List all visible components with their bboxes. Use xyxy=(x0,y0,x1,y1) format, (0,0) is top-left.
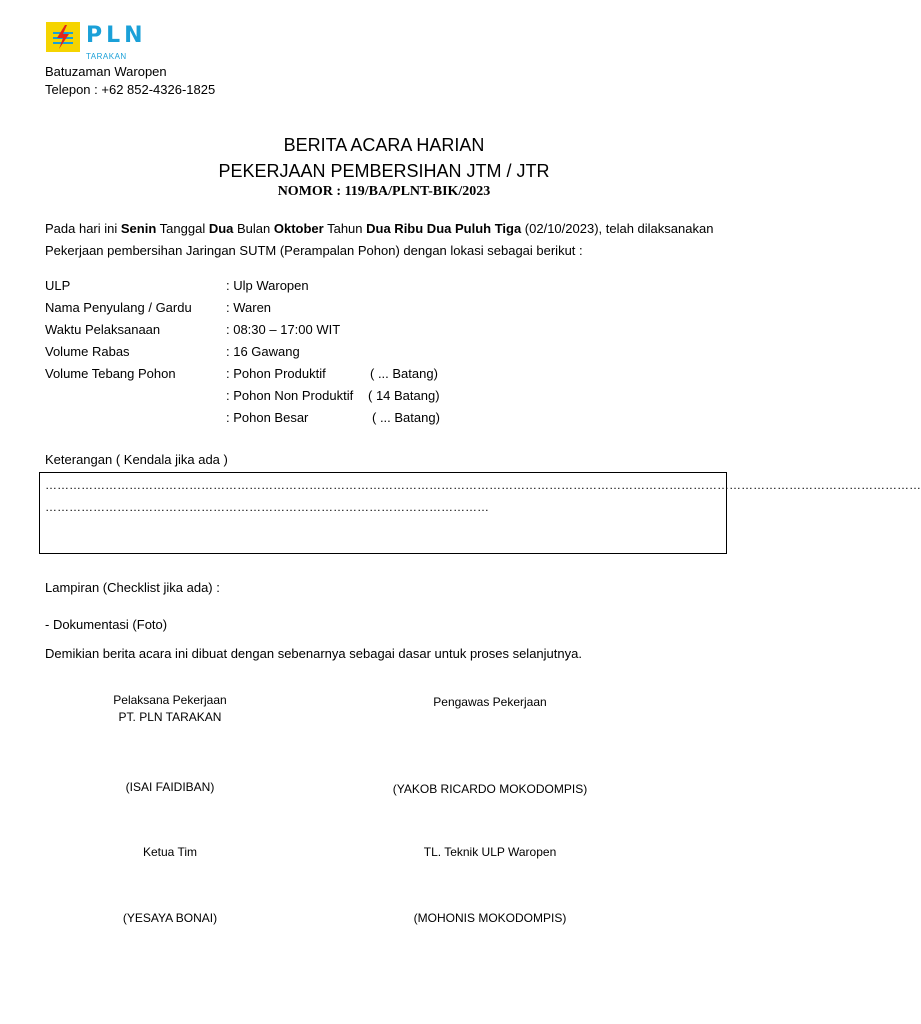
intro-paragraph: Pada hari ini Senin Tanggal Dua Bulan Oktober Tahun Dua Ribu Dua Puluh Tiga (02/10/2023), telah dilaksanakan Pekerjaan pembersihan Jaringan SUTM (Perampalan Pohon) dengan lokasi sebagai berikut : xyxy=(45,221,714,258)
intro-year: Dua Ribu Dua Puluh Tiga xyxy=(366,221,522,236)
field-value-ulp: : Ulp Waropen xyxy=(226,278,309,293)
field-value-penyulang: : Waren xyxy=(226,300,272,315)
lampiran-label: Lampiran (Checklist jika ada) : xyxy=(45,580,220,595)
signature-left-name: (ISAI FAIDIBAN) xyxy=(125,780,215,794)
signature-right-name: (YAKOB RICARDO MOKODOMPIS) xyxy=(392,782,588,796)
field-value-pohon-non-produktif: : Pohon Non Produktif xyxy=(226,388,354,403)
keterangan-line-2: ………………………………………………………………………………………………… xyxy=(45,500,489,514)
signature-left-role: Pelaksana Pekerjaan xyxy=(113,693,227,707)
header-address: Batuzaman Waropen xyxy=(45,64,167,79)
doc-number: NOMOR : 119/BA/PLNT-BIK/2023 xyxy=(277,184,491,199)
field-qty-pohon-besar: ( ... Batang) xyxy=(372,410,440,425)
field-qty-pohon-non-produktif: ( 14 Batang) xyxy=(368,388,440,403)
field-label-waktu: Waktu Pelaksanaan xyxy=(45,322,161,337)
field-qty-pohon-produktif: ( ... Batang) xyxy=(370,366,438,381)
logo-subtitle: TARAKAN xyxy=(86,52,127,61)
intro-date: Dua xyxy=(208,221,234,236)
field-label-penyulang: Nama Penyulang / Gardu xyxy=(45,300,192,315)
intro-day: Senin xyxy=(120,221,157,236)
signature-left2-name: (YESAYA BONAI) xyxy=(122,911,218,925)
field-value-pohon-besar: : Pohon Besar xyxy=(226,410,309,425)
signature-left2-role: Ketua Tim xyxy=(142,845,198,859)
pln-logo-icon xyxy=(46,22,80,52)
signature-right2-role: TL. Teknik ULP Waropen xyxy=(423,845,557,859)
field-value-waktu: : 08:30 – 17:00 WIT xyxy=(226,322,341,337)
lampiran-item: - Dokumentasi (Foto) xyxy=(45,617,168,632)
field-value-rabas: : 16 Gawang xyxy=(226,344,300,359)
field-label-tebang: Volume Tebang Pohon xyxy=(45,366,176,381)
header-phone: Telepon : +62 852-4326-1825 xyxy=(45,82,216,97)
field-label-ulp: ULP xyxy=(45,278,71,293)
keterangan-label: Keterangan ( Kendala jika ada ) xyxy=(45,452,228,467)
closing-statement: Demikian berita acara ini dibuat dengan sebenarnya sebagai dasar untuk proses selanjutnya. xyxy=(45,646,582,661)
signature-right2-name: (MOHONIS MOKODOMPIS) xyxy=(413,911,567,925)
intro-month: Oktober xyxy=(273,221,324,236)
field-value-pohon-produktif: : Pohon Produktif xyxy=(226,366,326,381)
doc-title-line1: BERITA ACARA HARIAN xyxy=(283,135,485,155)
keterangan-line-1: ………………………………………………………………………………………………………………………………………………………………………………………………… xyxy=(45,478,921,492)
signature-right-role: Pengawas Pekerjaan xyxy=(433,695,547,709)
logo-wordmark: PLN xyxy=(86,23,147,48)
signature-left-company: PT. PLN TARAKAN xyxy=(118,710,222,724)
field-label-rabas: Volume Rabas xyxy=(45,344,130,359)
doc-title-line2: PEKERJAAN PEMBERSIHAN JTM / JTR xyxy=(218,161,550,181)
